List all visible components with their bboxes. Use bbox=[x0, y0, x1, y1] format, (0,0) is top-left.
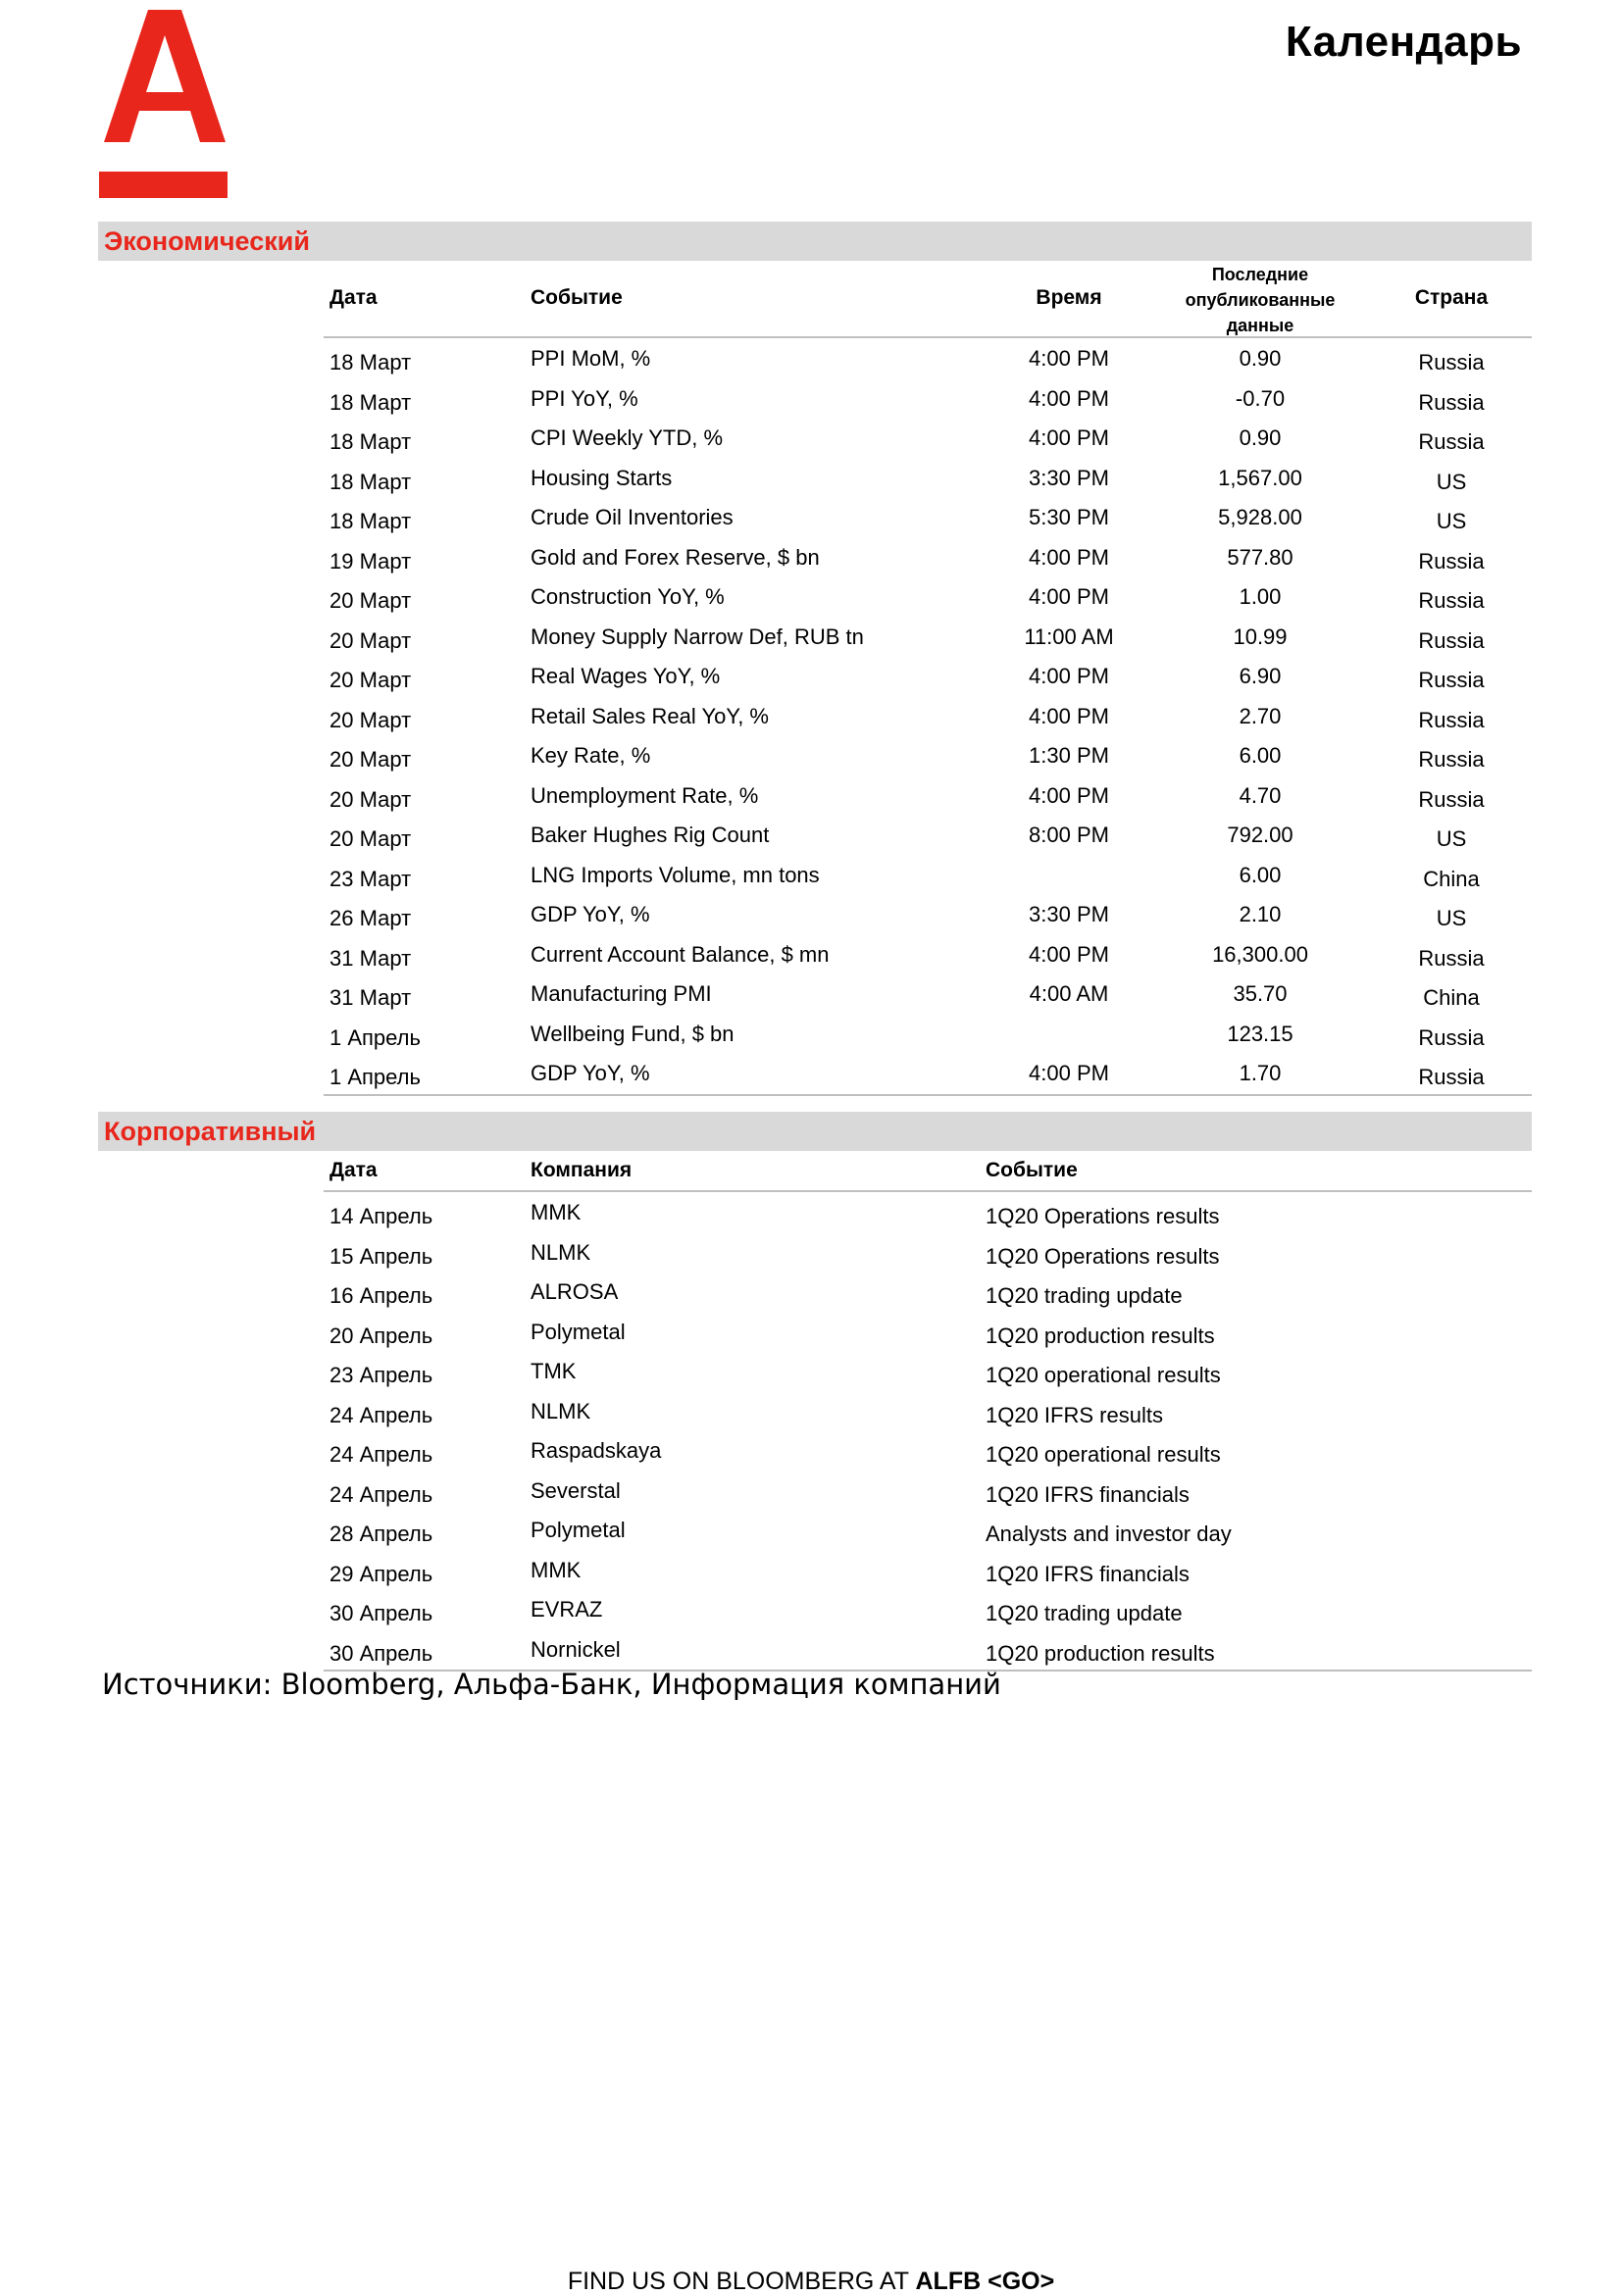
row-date: 30 Апрель bbox=[329, 1640, 433, 1666]
row-event: Real Wages YoY, % bbox=[531, 664, 721, 688]
row-last-value: 5,928.00 bbox=[1218, 505, 1302, 529]
row-time: 4:00 PM bbox=[1029, 782, 1109, 808]
row-date: 18 Март bbox=[329, 389, 412, 415]
row-event: 1Q20 trading update bbox=[986, 1283, 1183, 1308]
row-date: 20 Март bbox=[329, 826, 412, 851]
row-date: 18 Март bbox=[329, 429, 412, 454]
row-event: Gold and Forex Reserve, $ bn bbox=[531, 544, 820, 570]
economic-table-body bbox=[0, 338, 1622, 1093]
row-event: PPI YoY, % bbox=[531, 385, 638, 411]
row-date: 20 Март bbox=[329, 588, 412, 613]
row-company: MMK bbox=[531, 1200, 582, 1224]
table-row bbox=[0, 894, 1622, 934]
table-row bbox=[0, 338, 1622, 378]
row-event: LNG Imports Volume, mn tons bbox=[531, 862, 820, 887]
row-time: 4:00 PM bbox=[1029, 941, 1109, 967]
row-time: 5:30 PM bbox=[1029, 505, 1109, 529]
row-date: 19 Март bbox=[329, 548, 412, 574]
row-date: 30 Апрель bbox=[329, 1601, 433, 1625]
row-country: US bbox=[1436, 509, 1467, 533]
row-country: Russia bbox=[1418, 389, 1485, 415]
row-date: 31 Март bbox=[329, 985, 412, 1010]
row-company: NLMK bbox=[531, 1398, 591, 1423]
table-row bbox=[0, 1629, 1622, 1670]
row-date: 24 Апрель bbox=[329, 1442, 433, 1467]
row-date: 24 Апрель bbox=[329, 1402, 433, 1427]
row-event: GDP YoY, % bbox=[531, 1061, 650, 1085]
row-company: Polymetal bbox=[531, 1319, 626, 1344]
row-date: 16 Апрель bbox=[329, 1283, 433, 1308]
row-last-value: 0.90 bbox=[1239, 346, 1282, 371]
row-last-value: 35.70 bbox=[1233, 981, 1288, 1006]
row-last-value: 1.00 bbox=[1239, 584, 1282, 609]
corporate-section-title: Корпоративный bbox=[104, 1117, 317, 1146]
row-country: China bbox=[1423, 866, 1480, 891]
table-row bbox=[0, 1232, 1622, 1273]
row-country: US bbox=[1436, 469, 1467, 494]
table-row bbox=[0, 973, 1622, 1014]
row-company: MMK bbox=[531, 1557, 582, 1582]
row-last-value: 10.99 bbox=[1233, 624, 1288, 649]
row-company: TMK bbox=[531, 1359, 577, 1383]
row-date: 31 Март bbox=[329, 945, 412, 971]
row-last-value: 0.90 bbox=[1239, 425, 1282, 450]
table-row bbox=[0, 696, 1622, 736]
row-country: Russia bbox=[1418, 429, 1485, 454]
row-country: Russia bbox=[1418, 786, 1485, 812]
table-row bbox=[0, 775, 1622, 816]
sources-note: Источники: Bloomberg, Альфа-Банк, Информация компаний bbox=[102, 1668, 1001, 1701]
row-last-value: 16,300.00 bbox=[1212, 941, 1308, 967]
row-time: 4:00 PM bbox=[1029, 385, 1109, 411]
row-date: 23 Апрель bbox=[329, 1363, 433, 1387]
row-event: 1Q20 trading update bbox=[986, 1601, 1183, 1625]
row-last-value: 6.00 bbox=[1239, 862, 1282, 887]
row-date: 20 Март bbox=[329, 627, 412, 653]
row-last-value: 6.00 bbox=[1239, 743, 1282, 768]
row-last-value: -0.70 bbox=[1235, 385, 1286, 411]
row-last-value: 2.70 bbox=[1239, 703, 1282, 728]
corporate-section-bar bbox=[98, 1112, 1532, 1151]
table-row bbox=[0, 1351, 1622, 1391]
footer-ticker: ALFB <GO> bbox=[915, 2268, 1055, 2295]
table-row bbox=[0, 576, 1622, 617]
row-country: Russia bbox=[1418, 945, 1485, 971]
col-header-event: Событие bbox=[531, 286, 623, 309]
table-row bbox=[0, 656, 1622, 696]
table-row bbox=[0, 735, 1622, 775]
row-event: CPI Weekly YTD, % bbox=[531, 425, 724, 450]
row-event: Baker Hughes Rig Count bbox=[531, 823, 770, 847]
row-country: Russia bbox=[1418, 668, 1485, 692]
row-event: Retail Sales Real YoY, % bbox=[531, 703, 769, 728]
row-event: 1Q20 Operations results bbox=[986, 1204, 1220, 1228]
row-event: Manufacturing PMI bbox=[531, 981, 712, 1006]
row-time: 4:00 PM bbox=[1029, 346, 1109, 371]
row-time: 3:30 PM bbox=[1029, 902, 1109, 926]
table-row bbox=[0, 1510, 1622, 1550]
row-date: 18 Март bbox=[329, 509, 412, 533]
page-title: Календарь bbox=[1285, 18, 1522, 66]
row-country: US bbox=[1436, 826, 1467, 851]
table-row bbox=[0, 497, 1622, 537]
row-event: 1Q20 production results bbox=[986, 1323, 1215, 1348]
row-time: 4:00 PM bbox=[1029, 1061, 1109, 1085]
row-company: Raspadskaya bbox=[531, 1438, 662, 1463]
row-country: Russia bbox=[1418, 350, 1485, 374]
row-time: 8:00 PM bbox=[1029, 823, 1109, 847]
row-company: ALROSA bbox=[531, 1279, 619, 1304]
row-date: 15 Апрель bbox=[329, 1243, 433, 1269]
row-company: Severstal bbox=[531, 1477, 621, 1503]
row-last-value: 123.15 bbox=[1227, 1021, 1293, 1046]
row-company: EVRAZ bbox=[531, 1597, 603, 1622]
table-row bbox=[0, 1053, 1622, 1093]
table-row bbox=[0, 855, 1622, 895]
row-event: 1Q20 production results bbox=[986, 1640, 1215, 1666]
row-country: US bbox=[1436, 906, 1467, 930]
economic-table-bottom-rule bbox=[324, 1094, 1532, 1096]
row-country: China bbox=[1423, 985, 1480, 1010]
table-row bbox=[0, 1589, 1622, 1629]
row-event: 1Q20 IFRS financials bbox=[986, 1561, 1190, 1586]
row-time: 4:00 AM bbox=[1029, 981, 1109, 1006]
bloomberg-footer bbox=[0, 2268, 1622, 2296]
row-country: Russia bbox=[1418, 707, 1485, 732]
table-row bbox=[0, 1014, 1622, 1054]
economic-section-title: Экономический bbox=[104, 226, 310, 256]
alfa-bank-logo-icon bbox=[98, 8, 231, 200]
row-last-value: 4.70 bbox=[1239, 782, 1282, 808]
row-date: 18 Март bbox=[329, 350, 412, 374]
row-event: Money Supply Narrow Def, RUB tn bbox=[531, 624, 864, 649]
row-event: Wellbeing Fund, $ bn bbox=[531, 1021, 735, 1046]
row-date: 20 Март bbox=[329, 668, 412, 692]
table-row bbox=[0, 934, 1622, 974]
table-row bbox=[0, 815, 1622, 855]
row-event: Key Rate, % bbox=[531, 743, 651, 768]
row-date: 23 Март bbox=[329, 866, 412, 891]
row-event: Analysts and investor day bbox=[986, 1522, 1232, 1546]
corp-col-header-date: Дата bbox=[329, 1159, 378, 1181]
row-date: 26 Март bbox=[329, 906, 412, 930]
economic-section-bar bbox=[98, 222, 1532, 261]
table-row bbox=[0, 418, 1622, 458]
table-row bbox=[0, 617, 1622, 657]
row-event: 1Q20 IFRS financials bbox=[986, 1481, 1190, 1507]
footer-prefix: FIND US ON BLOOMBERG AT bbox=[567, 2268, 916, 2295]
row-date: 14 Апрель bbox=[329, 1204, 433, 1228]
row-country: Russia bbox=[1418, 747, 1485, 772]
row-event: 1Q20 Operations results bbox=[986, 1243, 1220, 1269]
row-date: 20 Март bbox=[329, 786, 412, 812]
table-row bbox=[0, 1391, 1622, 1431]
row-time: 4:00 PM bbox=[1029, 584, 1109, 609]
row-date: 28 Апрель bbox=[329, 1522, 433, 1546]
col-header-date: Дата bbox=[329, 286, 378, 309]
row-last-value: 1.70 bbox=[1239, 1061, 1282, 1085]
col-header-last-value: Последние опубликованные данные bbox=[1185, 265, 1336, 335]
row-last-value: 6.90 bbox=[1239, 664, 1282, 688]
table-row bbox=[0, 458, 1622, 498]
row-event: 1Q20 operational results bbox=[986, 1363, 1221, 1387]
row-last-value: 2.10 bbox=[1239, 902, 1282, 926]
corp-col-header-company: Компания bbox=[531, 1159, 633, 1181]
row-company: Polymetal bbox=[531, 1518, 626, 1542]
table-row bbox=[0, 1192, 1622, 1232]
row-country: Russia bbox=[1418, 588, 1485, 613]
row-date: 20 Март bbox=[329, 747, 412, 772]
row-last-value: 1,567.00 bbox=[1218, 465, 1302, 490]
table-row bbox=[0, 537, 1622, 577]
row-time: 1:30 PM bbox=[1029, 743, 1109, 768]
row-event: 1Q20 IFRS results bbox=[986, 1402, 1163, 1427]
row-date: 20 Март bbox=[329, 707, 412, 732]
row-event: GDP YoY, % bbox=[531, 902, 650, 926]
row-time: 4:00 PM bbox=[1029, 703, 1109, 728]
row-event: Construction YoY, % bbox=[531, 584, 725, 609]
row-last-value: 577.80 bbox=[1227, 544, 1293, 570]
row-company: NLMK bbox=[531, 1239, 591, 1265]
row-date: 18 Март bbox=[329, 469, 412, 494]
row-event: 1Q20 operational results bbox=[986, 1442, 1221, 1467]
row-time: 3:30 PM bbox=[1029, 465, 1109, 490]
row-time: 4:00 PM bbox=[1029, 544, 1109, 570]
row-event: PPI MoM, % bbox=[531, 346, 651, 371]
row-country: Russia bbox=[1418, 548, 1485, 574]
row-event: Unemployment Rate, % bbox=[531, 782, 759, 808]
row-date: 20 Апрель bbox=[329, 1323, 433, 1348]
row-time: 11:00 AM bbox=[1024, 624, 1114, 649]
row-event: Housing Starts bbox=[531, 465, 673, 490]
corp-col-header-event: Событие bbox=[986, 1159, 1078, 1181]
row-event: Current Account Balance, $ mn bbox=[531, 941, 830, 967]
row-time: 4:00 PM bbox=[1029, 664, 1109, 688]
row-date: 24 Апрель bbox=[329, 1481, 433, 1507]
table-row bbox=[0, 1312, 1622, 1352]
col-header-country: Страна bbox=[1414, 286, 1489, 309]
table-row bbox=[0, 378, 1622, 419]
row-date: 1 Апрель bbox=[329, 1024, 421, 1050]
table-row bbox=[0, 1471, 1622, 1511]
row-date: 1 Апрель bbox=[329, 1065, 421, 1089]
table-row bbox=[0, 1550, 1622, 1590]
row-event: Crude Oil Inventories bbox=[531, 505, 734, 529]
row-date: 29 Апрель bbox=[329, 1561, 433, 1586]
row-last-value: 792.00 bbox=[1227, 823, 1293, 847]
row-country: Russia bbox=[1418, 1065, 1485, 1089]
table-row bbox=[0, 1430, 1622, 1471]
table-row bbox=[0, 1272, 1622, 1312]
row-country: Russia bbox=[1418, 627, 1485, 653]
row-company: Nornickel bbox=[531, 1636, 621, 1662]
corporate-table-body bbox=[0, 1192, 1622, 1669]
row-country: Russia bbox=[1418, 1024, 1485, 1050]
col-header-time: Время bbox=[1036, 286, 1102, 309]
row-time: 4:00 PM bbox=[1029, 425, 1109, 450]
